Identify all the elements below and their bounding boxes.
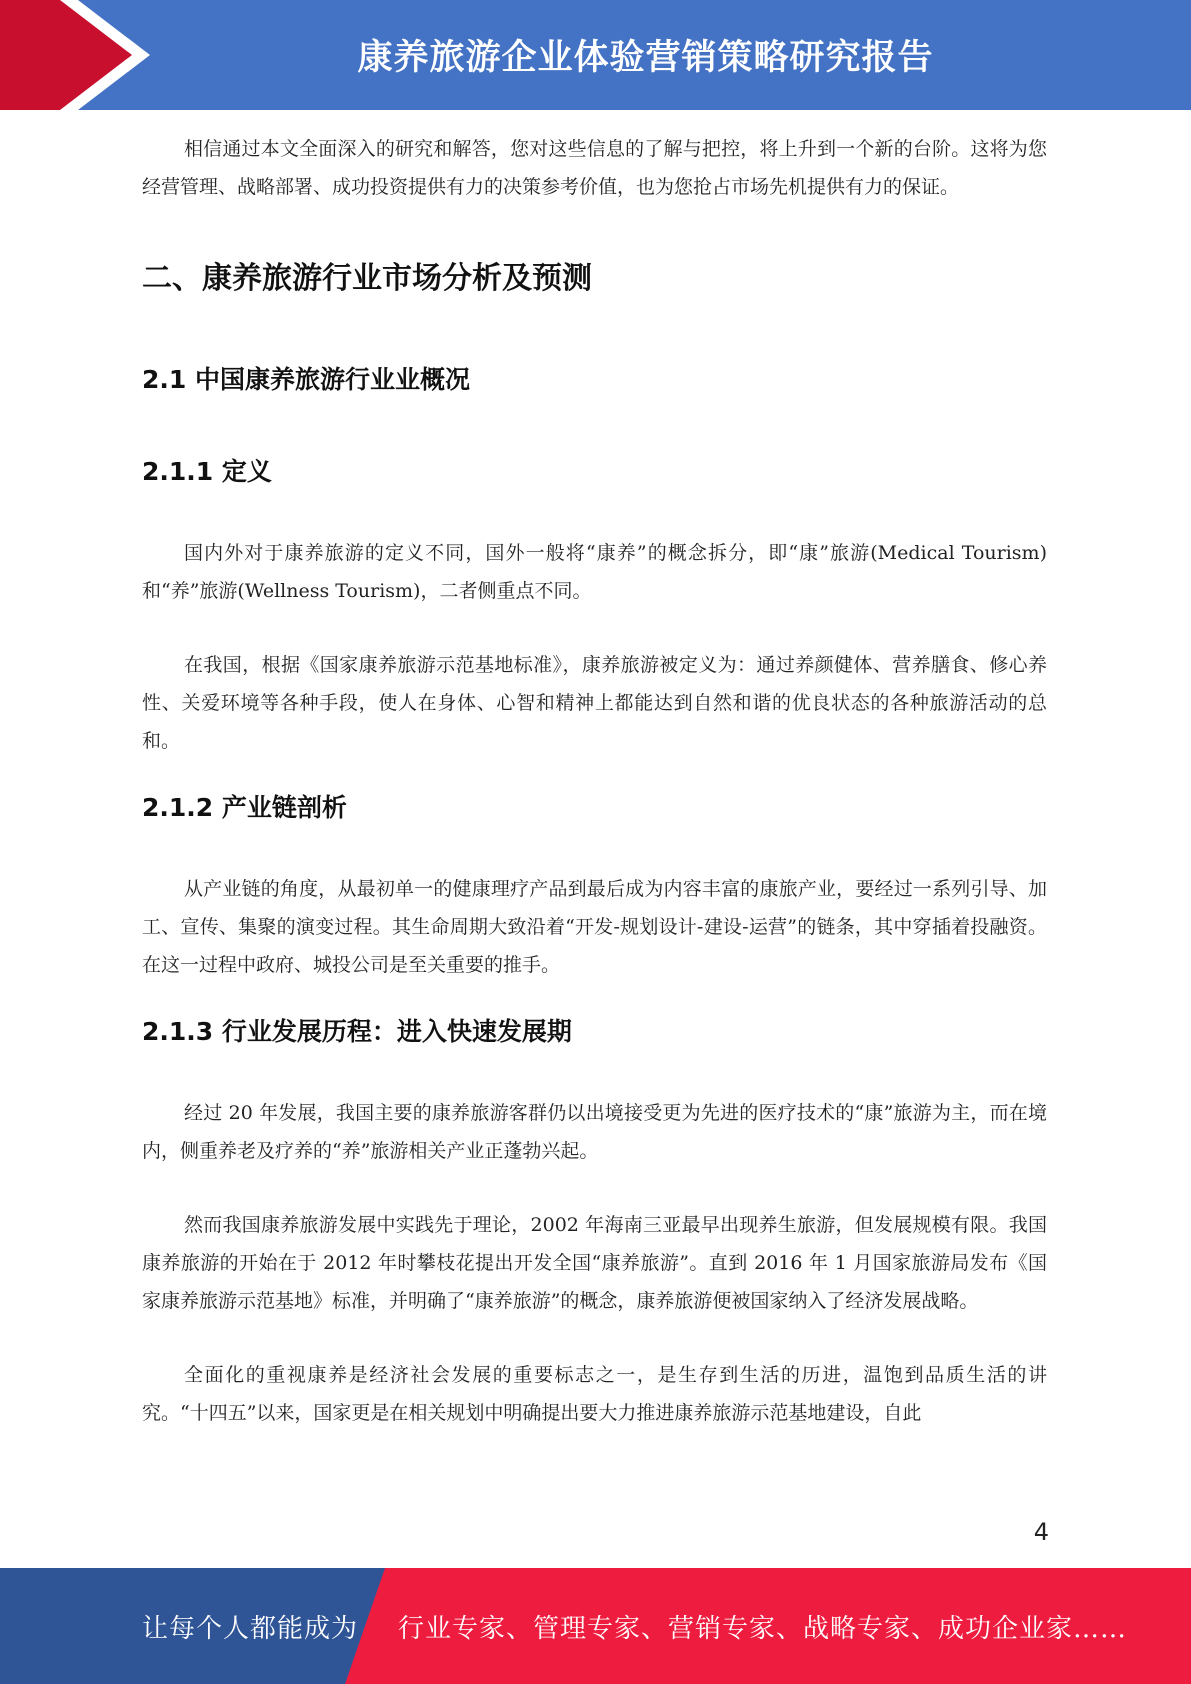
document-body [142, 130, 1047, 1432]
chain-paragraph: 从产业链的角度，从最初单一的健康理疗产品到最后成为内容丰富的康旅产业，要经过一系列引导、加工、宣传、集聚的演变过程。其生命周期大致沿着“开发-规划设计-建设-运营”的链条，其中穿插着投融资。在这一过程中政府、城投公司是至关重要的推手。 [142, 878, 1047, 976]
history-paragraph-2: 然而我国康养旅游发展中实践先于理论，2002 年海南三亚最早出现养生旅游，但发展规模有限。我国康养旅游的开始在于 2012 年时攀枝花提出开发全国“康养旅游”。直到 2016 年 1 月国家旅游局发布《国家康养旅游示范基地》标准，并明确了“康养旅游”的概念，康养旅游便被国家纳入了经济发展战略。 [142, 1214, 1047, 1312]
definition-paragraph-2: 在我国，根据《国家康养旅游示范基地标准》，康养旅游被定义为：通过养颜健体、营养膳食、修心养性、关爱环境等各种手段，使人在身体、心智和精神上都能达到自然和谐的优良状态的各种旅游活动的总和。 [142, 654, 1047, 752]
page-footer [0, 1568, 1191, 1684]
page-header [0, 0, 1191, 110]
subsection-2-1-1-title: 2.1.1 定义 [142, 457, 272, 486]
footer-slogan-right: 行业专家、管理专家、营销专家、战略专家、成功企业家…… [398, 1613, 1128, 1644]
footer-slogan-left: 让每个人都能成为 [142, 1613, 359, 1644]
definition-paragraph-1: 国内外对于康养旅游的定义不同，国外一般将“康养”的概念拆分，即“康”旅游(Medical Tourism)和“养”旅游(Wellness Tourism)，二者侧重点不同。 [142, 542, 1047, 602]
subsection-2-1-3-title: 2.1.3 行业发展历程：进入快速发展期 [142, 1017, 572, 1046]
section-title: 二、康养旅游行业市场分析及预测 [142, 261, 592, 296]
history-paragraph-1: 经过 20 年发展，我国主要的康养旅游客群仍以出境接受更为先进的医疗技术的“康”旅游为主，而在境内，侧重养老及疗养的“养”旅游相关产业正蓬勃兴起。 [142, 1102, 1047, 1162]
subsection-2-1-2-title: 2.1.2 产业链剖析 [142, 793, 347, 822]
subsection-2-1-title: 2.1 中国康养旅游行业业概况 [142, 365, 470, 394]
header-chevron-decoration [0, 0, 150, 110]
report-title: 康养旅游企业体验营销策略研究报告 [357, 38, 934, 78]
page-number: 4 [1033, 1518, 1049, 1546]
history-paragraph-3: 全面化的重视康养是经济社会发展的重要标志之一，是生存到生活的历进，温饱到品质生活的讲究。“十四五”以来，国家更是在相关规划中明确提出要大力推进康养旅游示范基地建设，自此 [142, 1364, 1047, 1424]
intro-paragraph: 相信通过本文全面深入的研究和解答，您对这些信息的了解与把控，将上升到一个新的台阶。这将为您经营管理、战略部署、成功投资提供有力的决策参考价值，也为您抢占市场先机提供有力的保证。 [142, 138, 1047, 198]
